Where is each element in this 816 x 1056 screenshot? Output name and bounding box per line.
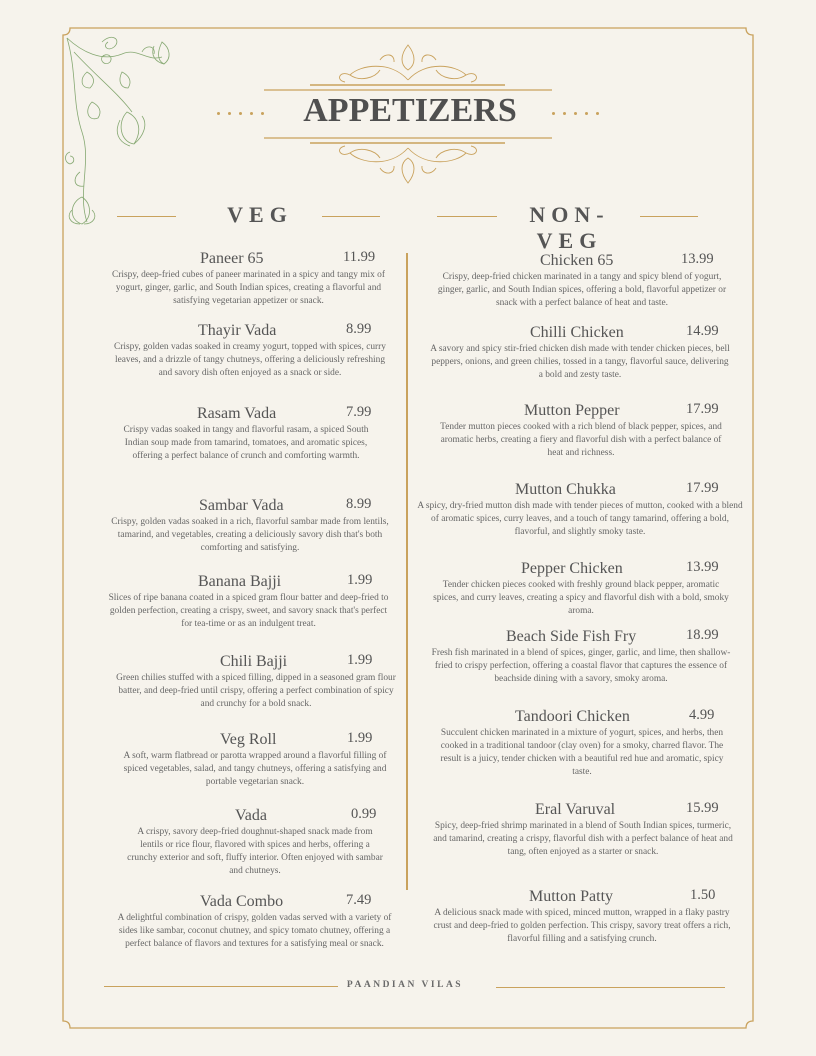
menu-item-description: A delicious snack made with spiced, minced mutton, wrapped in a flaky pastry crust and deep-fried to golden perfection. This crispy, savory treat offers a rich, flavorful filling and a satisfying crunch.	[433, 908, 731, 944]
menu-item-description: A crispy, savory deep-fried doughnut-shaped snack made from lentils or rice flour, flavored with spices and herbs, offering a crunchy exterior and soft, fluffy interior. Often enjoyed with sambar and chutneys.	[127, 827, 383, 876]
menu-item-name: Eral Varuval	[535, 801, 616, 818]
restaurant-name: PAANDIAN VILAS	[346, 980, 464, 990]
menu-item-name: Veg Roll	[220, 731, 277, 748]
menu-item-name: Mutton Pepper	[524, 402, 620, 419]
menu-item-price: 18.99	[686, 627, 719, 643]
menu-item-description: A savory and spicy stir-fried chicken dish made with tender chicken pieces, bell peppers, onions, and green chilies, tossed in a tangy, flavorful sauce, delivering a bold and zesty taste.	[430, 344, 730, 380]
menu-item-name: Mutton Patty	[529, 888, 614, 905]
title-dots-right	[552, 112, 607, 115]
veg-rule-left	[117, 216, 176, 217]
title-dots-left	[217, 112, 272, 115]
menu-item-name: Rasam Vada	[197, 405, 277, 422]
menu-item-name: Chicken 65	[540, 252, 614, 269]
floral-corner-ornament	[62, 32, 172, 227]
menu-item-name: Pepper Chicken	[521, 560, 623, 577]
menu-item-price: 7.49	[346, 892, 372, 908]
nonveg-heading: NON-VEG	[529, 202, 610, 253]
menu-item-name: Thayir Vada	[198, 322, 277, 339]
footer-rule-right	[496, 987, 725, 988]
menu-item-price: 0.99	[351, 806, 377, 822]
menu-item-price: 13.99	[681, 251, 714, 267]
column-divider	[406, 253, 408, 890]
menu-item-name: Mutton Chukka	[515, 481, 616, 498]
menu-item-price: 8.99	[346, 321, 372, 337]
menu-item-description: A soft, warm flatbread or parotta wrapped around a flavorful filling of spiced vegetables, salad, and tangy chutneys, offering a satisfying and portable vegetarian snack.	[123, 751, 387, 787]
menu-item-name: Vada Combo	[200, 893, 284, 910]
menu-item-price: 4.99	[689, 707, 715, 723]
menu-item-description: Crispy, golden vadas soaked in creamy yogurt, topped with spices, curry leaves, and a drizzle of tangy chutneys, offering a deliciously refreshing and savory dish often enjoyed as a snack or side.	[114, 342, 386, 378]
menu-item-description: Fresh fish marinated in a blend of spices, ginger, garlic, and lime, then shallow-fried to crispy perfection, offering a coastal flavor that captures the essence of beachside dining with a savory, smoky aroma.	[431, 648, 731, 684]
menu-item-name: Chili Bajji	[220, 653, 288, 670]
menu-item-name: Paneer 65	[200, 250, 264, 267]
menu-item-price: 1.50	[690, 887, 716, 903]
menu-item-description: Slices of ripe banana coated in a spiced gram flour batter and deep-fried to golden perfection, creating a crispy, sweet, and savory snack that's perfect for tea-time or as an indulgent treat.	[108, 593, 389, 629]
menu-item-description: Crispy, golden vadas soaked in a rich, flavorful sambar made from lentils, tamarind, and vegetables, creating a deliciously savory dish that's both comforting and satisfying.	[111, 517, 389, 553]
menu-item-description: Crispy, deep-fried chicken marinated in a tangy and spicy blend of yogurt, ginger, garlic, and South Indian spices, offering a bold, flavorful appetizer or snack with a perfect balance of heat and taste.	[437, 272, 727, 308]
menu-item-price: 14.99	[686, 323, 719, 339]
menu-item-price: 7.99	[346, 404, 372, 420]
menu-item-name: Chilli Chicken	[530, 324, 624, 341]
menu-item-description: Tender mutton pieces cooked with a rich blend of black pepper, spices, and aromatic herbs, creating a fiery and flavorful dish with a perfect balance of heat and richness.	[440, 422, 722, 458]
menu-item-price: 8.99	[346, 496, 372, 512]
veg-rule-right	[322, 216, 380, 217]
footer-rule-left	[104, 986, 338, 987]
menu-item-description: A spicy, dry-fried mutton dish made with tender pieces of mutton, cooked with a blend of aromatic spices, curry leaves, and a touch of tangy tamarind, offering a bold, flavorful, and slightly smoky taste.	[417, 501, 743, 537]
menu-item-description: Green chilies stuffed with a spiced filling, dipped in a seasoned gram flour batter, and deep-fried until crispy, offering a perfect combination of spicy and crunchy for a bold snack.	[116, 673, 396, 709]
menu-item-description: Spicy, deep-fried shrimp marinated in a blend of South Indian spices, turmeric, and tamarind, creating a crispy, flavorful dish with a perfect balance of heat and tang, often enjoyed as a starter or snack.	[433, 821, 733, 857]
menu-item-name: Vada	[235, 807, 267, 824]
menu-item-name: Beach Side Fish Fry	[506, 628, 637, 645]
menu-item-description: Tender chicken pieces cooked with freshly ground black pepper, aromatic spices, and curry leaves, creating a spicy and flavorful dish with a bold, smoky aroma.	[433, 580, 729, 616]
menu-item-description: Succulent chicken marinated in a mixture of yogurt, spices, and herbs, then cooked in a traditional tandoor (clay oven) for a smoky, charred flavor. The result is a juicy, tender chicken with a beautiful red hue and aromatic, spicy taste.	[440, 728, 724, 777]
menu-item-price: 11.99	[343, 249, 376, 265]
page-title: APPETIZERS	[303, 92, 517, 129]
nonveg-rule-left	[437, 216, 497, 217]
menu-item-description: Crispy, deep-fried cubes of paneer marinated in a spicy and tangy mix of yogurt, ginger, garlic, and South Indian spices, creating a flavorful and satisfying vegetarian appetizer or snack.	[112, 270, 385, 306]
menu-item-price: 17.99	[686, 480, 719, 496]
menu-item-price: 1.99	[347, 730, 373, 746]
nonveg-rule-right	[640, 216, 698, 217]
menu-item-description: A delightful combination of crispy, golden vadas served with a variety of sides like sambar, coconut chutney, and spicy tomato chutney, offering a perfect balance of flavors and textures for a satisfying meal or snack.	[117, 913, 392, 949]
menu-item-price: 13.99	[686, 559, 719, 575]
menu-item-name: Banana Bajji	[198, 573, 282, 590]
menu-item-price: 15.99	[686, 800, 719, 816]
menu-item-name: Sambar Vada	[199, 497, 284, 514]
menu-item-price: 1.99	[347, 572, 373, 588]
menu-item-price: 1.99	[347, 652, 373, 668]
menu-item-price: 17.99	[686, 401, 719, 417]
menu-item-name: Tandoori Chicken	[515, 708, 630, 725]
title-ornament	[200, 40, 620, 190]
veg-heading: VEG	[227, 202, 293, 227]
menu-item-description: Crispy vadas soaked in tangy and flavorful rasam, a spiced South Indian soup made from tamarind, tomatoes, and aromatic spices, offering a perfect balance of crunch and comforting warmth.	[123, 425, 369, 461]
